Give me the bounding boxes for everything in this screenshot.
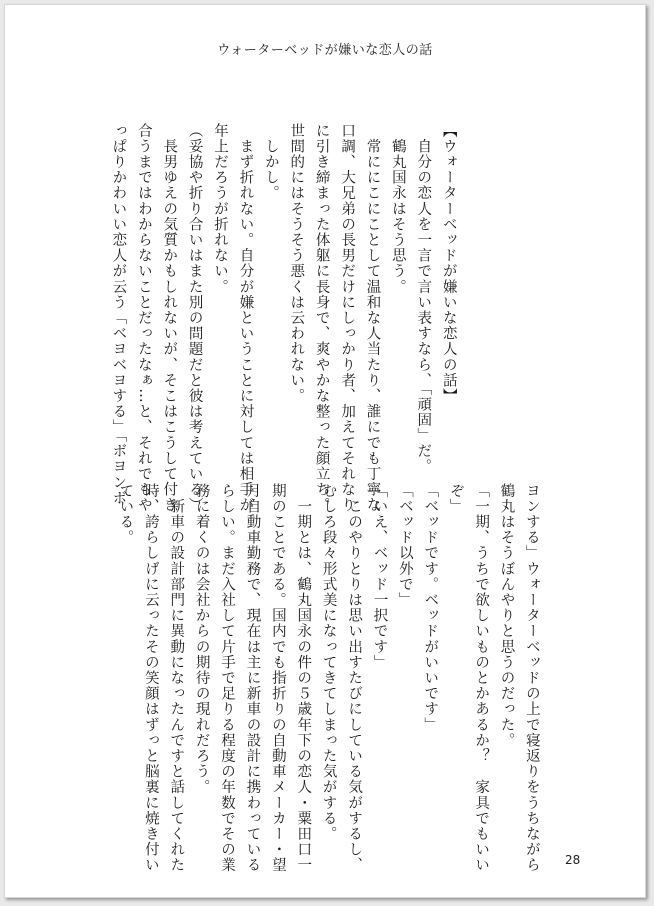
page-number: 28 [565, 853, 581, 867]
text-block-lower [112, 483, 544, 873]
text-line: っぱりかわいい恋人が云う「ベヨベヨする」「ボヨンボ [110, 123, 127, 506]
text-line: 務に着くのは会社からの期待の現れだろう。 [193, 483, 210, 795]
text-line: 口調、大兄弟の長男だけにしっかり者、加えてそれなり [339, 123, 356, 513]
text-line: 「ベッドです。ベッドがいいです」 [422, 483, 439, 733]
text-line: 「いえ、ベッド一択です」 [371, 483, 388, 671]
text-line: このやりとりは思い出すたびにしている気がするし、 [346, 483, 363, 873]
text-line: むしろ段々形式美になってきてしまった気がする。 [320, 483, 337, 842]
text-line: 時、誇らしげに云ったその笑顔はずっと脳裏に焼き付い [142, 483, 159, 873]
text-line: 期のことである。国内でも指折りの自動車メーカー・望 [269, 483, 286, 873]
text-line: 長男ゆえの気質かもしれないが、そこはこうして付き [161, 123, 178, 513]
text-line: 世間的にはそうそう悪くは云われない。 [288, 123, 305, 404]
text-line: 鶴丸はそうぼんやりと思うのだった。 [498, 483, 515, 749]
text-line: （妥協や折り合いはまた別の問題だと彼は考えている） [186, 123, 203, 513]
text-line: ている。 [117, 483, 134, 546]
text-block-upper [105, 123, 461, 513]
text-line: らしい。まだ入社して片手で足りる程度の年数でその業 [219, 483, 236, 873]
text-line: に引き締まった体躯に長身で、爽やかな整った顔立ち。 [313, 123, 330, 513]
text-line: しかし。 [262, 123, 279, 201]
text-line: 合うまではわからないことだったなぁ…と、それでもや [135, 123, 152, 513]
text-line: 一期とは、鶴丸国永の件の５歳年下の恋人・粟田口一 [295, 483, 312, 873]
text-line: まず折れない。自分が嫌ということに対しては相手が [237, 123, 254, 513]
text-line: 月自動車勤務で、現在は主に新車の設計に携わっている [244, 483, 261, 873]
text-line: 鶴丸国永はそう思う。 [389, 123, 406, 295]
text-line: 「一期、うちで欲しいものとかあるか？ 家具でもいい [473, 483, 490, 873]
text-line: 【ウォーターベッドが嫌いな恋人の話】 [440, 123, 457, 404]
text-line: 常ににこにことして温和な人当たり、誰にでも丁寧な [364, 123, 381, 513]
text-line: 年上だろうが折れない。 [212, 123, 229, 295]
text-line: ぞ」 [447, 483, 464, 515]
text-line: 「ベッド以外で」 [396, 483, 413, 608]
text-line: ヨンする」ウォーターベッドの上で寝返りをうちながら [523, 483, 540, 873]
text-line: 自分の恋人を一言で言い表すなら、「頑固」だ。 [415, 123, 432, 475]
text-line: 新車の設計部門に異動になったんですと話してくれた [168, 483, 185, 873]
running-header-title: ウォーターベッドが嫌いな恋人の話 [217, 43, 433, 58]
document-page [4, 4, 646, 898]
